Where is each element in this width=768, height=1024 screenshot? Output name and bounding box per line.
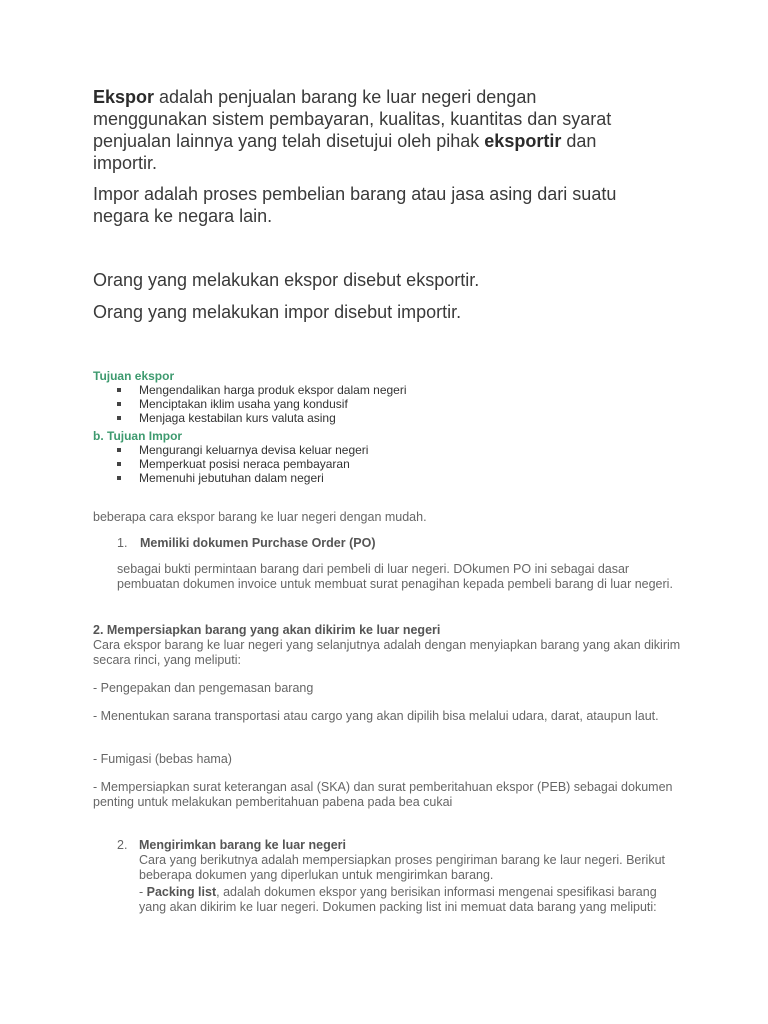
step2-body: Cara ekspor barang ke luar negeri yang selanjutnya adalah dengan menyiapkan barang yang akan dikirim secara rinci, yang meliputi:	[93, 638, 681, 667]
tujuan-impor-heading: b. Tujuan Impor	[93, 429, 183, 443]
step2-point: - Menentukan sarana transportasi atau cargo yang akan dipilih bisa melalui udara, darat, ataupun laut.	[93, 709, 659, 723]
eksportir-sentence: Orang yang melakukan ekspor disebut eksportir.	[93, 270, 480, 290]
list-item	[116, 471, 368, 485]
impor-definition: Impor adalah proses pembelian barang atau jasa asing dari suatu negara ke negara lain.	[93, 184, 617, 226]
ekspor-text-b: dan importir.	[93, 131, 597, 173]
list-item	[116, 443, 368, 457]
step1-body: sebagai bukti permintaan barang dari pembeli di luar negeri. DOkumen PO ini sebagai dasar pembuatan dokumen invoice untuk membuat surat penagihan kepada pembeli barang di luar negeri.	[117, 562, 673, 591]
step3-body: Cara yang berikutnya adalah mempersiapkan proses pengiriman barang ke laur negeri. Berikut beberapa dokumen yang diperlukan untuk mengirimkan barang.	[139, 853, 665, 882]
eksportir-term: eksportir	[484, 131, 562, 151]
packing-list-text: , adalah dokumen ekspor yang berisikan informasi mengenai spesifikasi barang yang akan dikirim ke luar negeri. Dokumen packing list ini memuat data barang yang meliputi:	[139, 885, 657, 914]
list-item-text: Mengendalikan harga produk ekspor dalam negeri	[139, 383, 407, 397]
importir-sentence: Orang yang melakukan impor disebut importir.	[93, 302, 462, 322]
step3-title: Mengirimkan barang ke luar negeri	[139, 838, 347, 852]
tujuan-impor-list	[116, 443, 368, 485]
list-item-text: Menjaga kestabilan kurs valuta asing	[139, 411, 336, 425]
step2-point: - Fumigasi (bebas hama)	[93, 752, 232, 766]
ekspor-term: Ekspor	[93, 87, 155, 107]
list-item-text: Memperkuat posisi neraca pembayaran	[139, 457, 350, 471]
list-item	[116, 383, 407, 397]
bullet-square-icon	[117, 476, 121, 480]
bullet-square-icon	[117, 462, 121, 466]
ekspor-text-a: adalah penjualan barang ke luar negeri dengan menggunakan sistem pembayaran, kualitas, kuantitas dan syarat penjualan lainnya yang telah disetujui oleh pihak	[93, 87, 612, 151]
step3-number: 2.	[117, 838, 128, 852]
step1-title: Memiliki dokumen Purchase Order (PO)	[140, 536, 376, 550]
list-item	[116, 457, 368, 471]
list-item	[116, 411, 407, 425]
bullet-square-icon	[117, 416, 121, 420]
list-item-text: Mengurangi keluarnya devisa keluar negeri	[139, 443, 369, 457]
dash: -	[139, 885, 147, 899]
bullet-square-icon	[117, 448, 121, 452]
tujuan-ekspor-heading: Tujuan ekspor	[93, 369, 175, 383]
cara-intro: beberapa cara ekspor barang ke luar negeri dengan mudah.	[93, 510, 427, 524]
list-item-text: Memenuhi jebutuhan dalam negeri	[139, 471, 324, 485]
packing-list-term: Packing list	[146, 885, 217, 899]
packing-list-paragraph	[139, 885, 679, 915]
step1-number: 1.	[117, 536, 128, 550]
ekspor-definition	[93, 86, 653, 174]
tujuan-ekspor-list	[116, 383, 407, 425]
list-item	[116, 397, 407, 411]
bullet-square-icon	[117, 388, 121, 392]
step2-point: - Mempersiapkan surat keterangan asal (SKA) dan surat pemberitahuan ekspor (PEB) sebagai dokumen penting untuk melakukan pemberitahuan pabena pada bea cukai	[93, 780, 673, 809]
bullet-square-icon	[117, 402, 121, 406]
list-item-text: Menciptakan iklim usaha yang kondusif	[139, 397, 348, 411]
step2-title: 2. Mempersiapkan barang yang akan dikirim ke luar negeri	[93, 623, 441, 637]
step2-point: - Pengepakan dan pengemasan barang	[93, 681, 314, 695]
